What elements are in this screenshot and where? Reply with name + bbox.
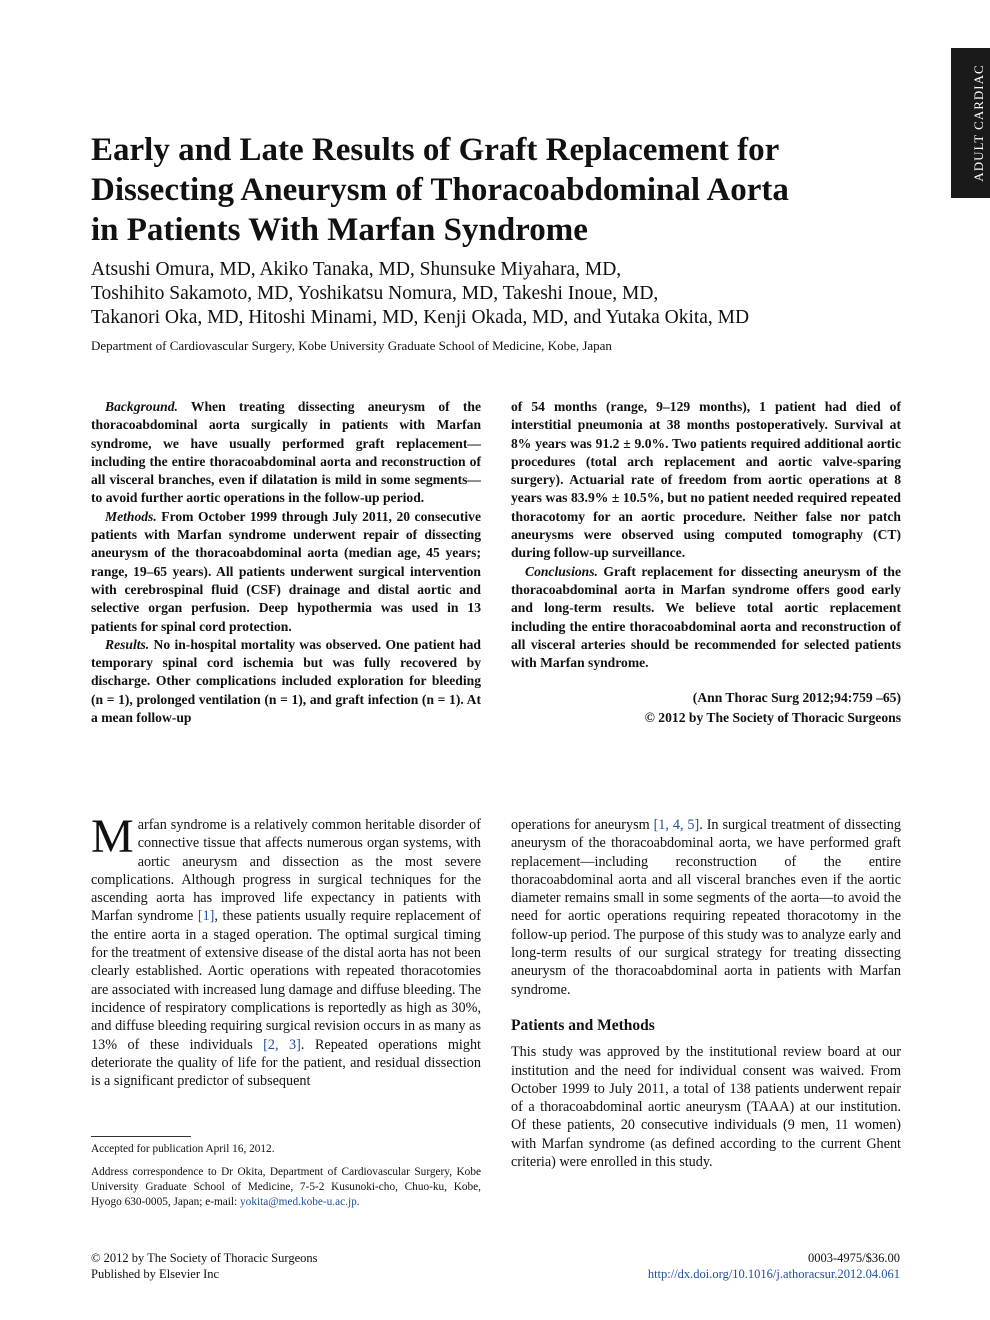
- results-label: Results.: [105, 636, 150, 652]
- abstract-methods: [91, 508, 481, 636]
- results-text: No in-hospital mortality was observed. One patient had temporary spinal cord ischemia but was fully recovered by discharge. Other complications included exploration for bleeding (n = 1), prolonged ventilation (n = 1), and graft infection (n = 1). At a mean follow-up: [91, 636, 481, 726]
- abstract-right-column: [511, 398, 901, 728]
- intro-cont-text-2: . In surgical treatment of dissecting aneurysm of the thoracoabdominal aorta, we have performed graft replacement—including reconstruction of the entire thoracoabdominal aorta and all visceral branches even if the aortic diameter remains small in some segments of the aorta—to avoid the need for aortic operations requiring repeated thoracotomy in the follow-up period. The purpose of this study was to analyze early and long-term results of our surgical strategy for treating dissecting aneurysm of the thoracoabdominal aorta in patients with Marfan syndrome.: [511, 817, 901, 998]
- correspondence-end: .: [356, 1196, 360, 1208]
- footer-right: [560, 1250, 900, 1282]
- section-heading-patients-methods: Patients and Methods: [511, 1016, 655, 1034]
- footer-publisher: Published by Elsevier Inc: [91, 1267, 220, 1281]
- section-tab-label: ADULT CARDIAC: [971, 64, 986, 182]
- intro-text-1: arfan syndrome is a relatively common heritable disorder of connective tissue that affects numerous organ systems, with aortic aneurysm and dissection as the most severe complications. Although progress in surgical techniques for the ascending aorta has improved life expectancy in patients with Marfan syndrome: [91, 817, 481, 925]
- intro-text-3: . Repeated operations might deteriorate the quality of life for the patient, and residual dissection is a significant predictor of subsequent: [91, 1036, 481, 1090]
- abstract-results-continued: of 54 months (range, 9–129 months), 1 patient had died of interstitial pneumonia at 38 months postoperatively. Survival at 8% years was 91.2 ± 9.0%. Two patients required additional aortic procedures (total arch replacement and aortic valve-sparing surgery). Actuarial rate of freedom from aortic operations at 8 years was 83.9% ± 10.5%, but no patient needed required repeated thoracotomy for an aortic procedure. Neither false nor patch aneurysms were observed using computed tomography (CT) during follow-up surveillance.: [511, 399, 901, 561]
- reference-link-2-3[interactable]: [2, 3]: [263, 1036, 301, 1053]
- accepted-note: Accepted for publication April 16, 2012.: [91, 1143, 275, 1155]
- footer-copyright: © 2012 by The Society of Thoracic Surgeons: [91, 1251, 318, 1265]
- footer-issn: 0003-4975/$36.00: [807, 1251, 900, 1265]
- author-line-2: Toshihito Sakamoto, MD, Yoshikatsu Nomura, MD, Takeshi Inoue, MD,: [91, 283, 659, 304]
- author-line-1: Atsushi Omura, MD, Akiko Tanaka, MD, Shunsuke Miyahara, MD,: [91, 259, 622, 280]
- correspondence-note: [91, 1165, 481, 1210]
- reference-link-1-4-5[interactable]: [1, 4, 5]: [653, 817, 700, 833]
- citation-block: [511, 688, 901, 728]
- author-list: [91, 258, 911, 330]
- reference-link-1[interactable]: [1]: [197, 908, 215, 925]
- background-label: Background.: [105, 399, 178, 414]
- conclusions-text: Graft replacement for dissecting aneurysm of the thoracoabdominal aorta in Marfan syndrome offers good early and long-term results. We believe total aortic replacement including the entire thoracoabdominal aorta and reconstruction of all visceral arteries should be recommended for selected patients with Marfan syndrome.: [511, 563, 901, 671]
- title-line-2: Dissecting Aneurysm of Thoracoabdominal Aorta: [91, 172, 789, 208]
- author-line-3: Takanori Oka, MD, Hitoshi Minami, MD, Kenji Okada, MD, and Yutaka Okita, MD: [91, 307, 750, 328]
- body-right-column: [511, 816, 901, 1171]
- article-title: [91, 130, 911, 250]
- email-link[interactable]: yokita@med.kobe-u.ac.jp: [240, 1196, 357, 1208]
- body-left-column: [91, 810, 481, 1090]
- section-tab: [951, 48, 990, 198]
- journal-citation: (Ann Thorac Surg 2012;94:759 –65): [692, 690, 901, 706]
- title-line-1: Early and Late Results of Graft Replacement for: [91, 132, 780, 168]
- abstract-copyright: © 2012 by The Society of Thoracic Surgeons: [644, 710, 901, 726]
- correspondence-text: Address correspondence to Dr Okita, Department of Cardiovascular Surgery, Kobe University Graduate School of Medicine, 7-5-2 Kusunoki-cho, Chuo-ku, Kobe, Hyogo 630-0005, Japan; e-mail:: [91, 1166, 481, 1208]
- background-text: When treating dissecting aneurysm of the thoracoabdominal aorta surgically in patients with Marfan syndrome, we have usually performed graft replacement— including the entire thoracoabdominal aorta and reconstruction of all visceral branches, even if dilatation is mild in some segments—to avoid further aortic operations in the follow-up period.: [91, 399, 481, 506]
- methods-text: From October 1999 through July 2011, 20 consecutive patients with Marfan syndrome underwent repair of dissecting aneurysm of the thoracoabdominal aorta (median age, 45 years; range, 19–65 years). All patients underwent surgical intervention with cerebrospinal fluid (CSF) drainage and distal aortic and selective organ perfusion. Deep hypothermia was used in 13 patients for spinal cord protection.: [91, 508, 481, 634]
- drop-cap: M: [91, 810, 134, 863]
- intro-paragraph-continued: [511, 816, 901, 999]
- methods-label: Methods.: [105, 508, 157, 524]
- intro-text-2: , these patients usually require replacement of the entire aorta in a staged operation. The optimal surgical timing for the treatment of extensive disease of the distal aorta has not been clearly established. Aortic operations with repeated thoracotomies are associated with increased lung damage and diffuse bleeding. The incidence of respiratory complications is reportedly as high as 30%, and diffuse bleeding requiring surgical revision occurs in as many as 13% of these individuals: [91, 908, 481, 1053]
- affiliation: Department of Cardiovascular Surgery, Kobe University Graduate School of Medicine, Kobe, Japan: [91, 338, 612, 353]
- footnote-divider: [91, 1136, 191, 1137]
- conclusions-label: Conclusions.: [525, 563, 598, 579]
- abstract-conclusions: [511, 563, 901, 673]
- intro-paragraph: [91, 810, 481, 1090]
- abstract-background: [91, 398, 481, 508]
- abstract-results: [91, 636, 481, 727]
- doi-link[interactable]: http://dx.doi.org/10.1016/j.athoracsur.2012.04.061: [647, 1267, 900, 1281]
- abstract-left-column: [91, 398, 481, 727]
- footnotes: [91, 1142, 481, 1218]
- methods-paragraph: This study was approved by the institutional review board at our institution and the need for individual consent was waived. From October 1999 to July 2011, a total of 138 patients underwent repair of a thoracoabdominal aortic aneurysm (TAAA) at our institution. Of these patients, 20 consecutive individuals (9 men, 11 women) with Marfan syndrome (as defined according to the current Ghent criteria) were enrolled in this study.: [511, 1044, 901, 1171]
- intro-cont-text-1: operations for aneurysm: [511, 817, 654, 833]
- title-line-3: in Patients With Marfan Syndrome: [91, 212, 588, 248]
- footer-left: [91, 1250, 317, 1282]
